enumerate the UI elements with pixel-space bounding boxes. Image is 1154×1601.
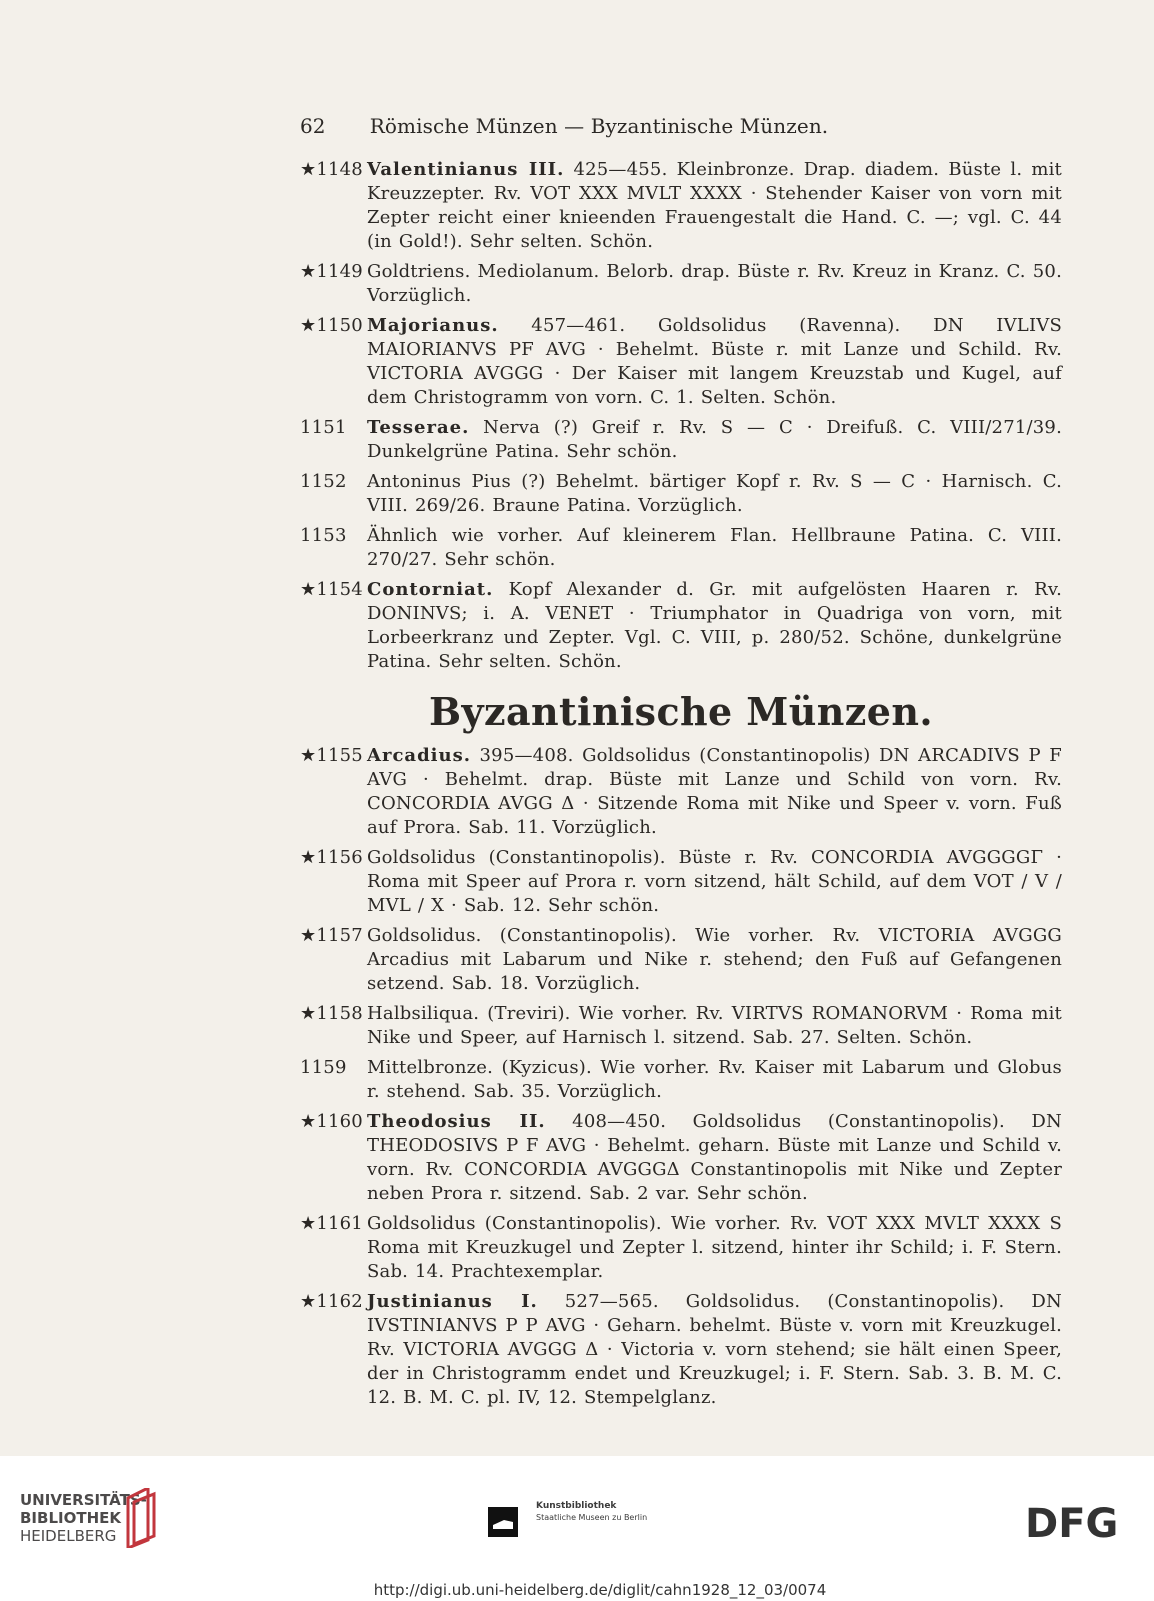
catalog-entry xyxy=(300,314,1062,410)
catalog-entry xyxy=(300,578,1062,674)
running-title: Römische Münzen — Byzantinische Münzen. xyxy=(369,114,829,138)
catalog-entry xyxy=(300,1212,1062,1284)
entry-text xyxy=(367,416,1062,464)
entry-body: Antoninus Pius (?) Behelmt. bärtiger Kopf r. Rv. S — C · Harnisch. C. VIII. 269/26. Braune Patina. Vorzüglich. xyxy=(367,471,1062,516)
footer-left-line: BIBLIOTHEK xyxy=(20,1509,121,1527)
catalog-entry xyxy=(300,416,1062,464)
entry-number: ★1150 xyxy=(300,315,363,336)
entry-body: Nerva (?) Greif r. Rv. S — C · Dreifuß. C. VIII/271/39. Dunkelgrüne Patina. Sehr schön. xyxy=(367,417,1062,462)
entry-text xyxy=(367,158,1062,254)
viewer-footer xyxy=(0,1456,1154,1601)
entry-body: Halbsiliqua. (Treviri). Wie vorher. Rv. VIRTVS ROMANORVM · Roma mit Nike und Speer, auf Harnisch l. sitzend. Sab. 27. Selten. Schön. xyxy=(367,1003,1062,1048)
entry-lead: Tesserae. xyxy=(367,417,470,438)
footer-left-line: UNIVERSITÄTS- xyxy=(20,1491,147,1509)
catalog-entry xyxy=(300,260,1062,308)
kunstbibliothek-line: Kunstbibliothek xyxy=(536,1501,617,1511)
catalog-entry xyxy=(300,470,1062,518)
entry-text xyxy=(367,524,1062,572)
entry-body: Goldsolidus (Constantinopolis). Büste r. Rv. CONCORDIA AVGGGGΓ · Roma mit Speer auf Prora r. vorn sitzend, hält Schild, auf dem VOT / V / MVL / X · Sab. 12. Sehr schön. xyxy=(367,847,1062,916)
entry-text xyxy=(367,924,1062,996)
entry-number: 1151 xyxy=(300,417,347,438)
entry-number: 1153 xyxy=(300,525,347,546)
entry-lead: Arcadius. xyxy=(367,745,471,766)
entry-number: ★1160 xyxy=(300,1111,363,1132)
kunstbibliothek-logo-icon[interactable] xyxy=(488,1507,518,1537)
entry-body: Kopf Alexander d. Gr. mit aufgelösten Haaren r. Rv. DONINVS; i. A. VENET · Triumphator in Quadriga von vorn, mit Lorbeerkranz und Zepter. Vgl. C. VIII, p. 280/52. Schöne, dunkelgrüne Patina. Sehr selten. Schön. xyxy=(367,579,1062,672)
entry-number: 1152 xyxy=(300,471,347,492)
entry-body: Ähnlich wie vorher. Auf kleinerem Flan. Hellbraune Patina. C. VIII. 270/27. Sehr schön. xyxy=(367,525,1062,570)
page-number: 62 xyxy=(300,114,326,138)
entry-body: Goldtriens. Mediolanum. Belorb. drap. Büste r. Rv. Kreuz in Kranz. C. 50. Vorzüglich. xyxy=(367,261,1062,306)
catalog-entry xyxy=(300,1110,1062,1206)
kunstbibliothek-line: Staatliche Museen zu Berlin xyxy=(536,1513,648,1522)
page-url[interactable]: http://digi.ub.uni-heidelberg.de/diglit/cahn1928_12_03/0074 xyxy=(373,1581,827,1599)
footer-left-line: HEIDELBERG xyxy=(20,1527,117,1545)
entry-body: Mittelbronze. (Kyzicus). Wie vorher. Rv. Kaiser mit Labarum und Globus r. stehend. Sab. 35. Vorzüglich. xyxy=(367,1057,1062,1102)
running-head xyxy=(300,111,860,141)
entry-text xyxy=(367,1212,1062,1284)
ub-heidelberg-logo-icon[interactable] xyxy=(120,1488,166,1548)
entry-text xyxy=(367,470,1062,518)
entry-number: ★1155 xyxy=(300,745,363,766)
catalog-entry xyxy=(300,744,1062,840)
entry-body: Goldsolidus (Constantinopolis). Wie vorher. Rv. VOT XXX MVLT XXXX S Roma mit Kreuzkugel und Zepter l. sitzend, hinter ihr Schild; i. F. Stern. Sab. 14. Prachtexemplar. xyxy=(367,1213,1062,1282)
entry-body: 395—408. Goldsolidus (Constantinopolis) DN ARCADIVS P F AVG · Behelmt. drap. Büste mit Lanze und Schild von vorn. Rv. CONCORDIA AVGG Δ · Sitzende Roma mit Nike und Speer v. vorn. Fuß auf Prora. Sab. 11. Vorzüglich. xyxy=(367,745,1062,838)
dfg-logo-icon[interactable] xyxy=(1025,1504,1135,1542)
entry-text xyxy=(367,1002,1062,1050)
entry-lead: Valentinianus III. xyxy=(367,159,565,180)
dfg-logo-text: DFG xyxy=(1025,1504,1119,1542)
catalog-entry xyxy=(300,924,1062,996)
entry-number: ★1162 xyxy=(300,1291,363,1312)
catalog-entry xyxy=(300,1002,1062,1050)
entry-lead: Majorianus. xyxy=(367,315,499,336)
entry-lead: Contorniat. xyxy=(367,579,494,600)
entry-number: 1159 xyxy=(300,1057,347,1078)
entry-text xyxy=(367,744,1062,840)
entry-body: 457—461. Goldsolidus (Ravenna). DN IVLIVS MAIORIANVS PF AVG · Behelmt. Büste r. mit Lanze und Schild. Rv. VICTORIA AVGGG · Der Kaiser mit langem Kreuzstab und Kugel, auf dem Christogramm von vorn. C. 1. Selten. Schön. xyxy=(367,315,1062,408)
entry-body: 408—450. Goldsolidus (Constantinopolis). DN THEODOSIVS P F AVG · Behelmt. geharn. Büste mit Lanze und Schild v. vorn. Rv. CONCORDIA AVGGGΔ Constantinopolis mit Nike und Zepter neben Prora r. sitzend. Sab. 2 var. Sehr schön. xyxy=(367,1111,1062,1204)
entry-lead: Justinianus I. xyxy=(367,1291,538,1312)
entry-text xyxy=(367,314,1062,410)
catalog-entry xyxy=(300,846,1062,918)
entry-lead: Theodosius II. xyxy=(367,1111,546,1132)
section-heading: Byzantinische Münzen. xyxy=(429,689,933,734)
entry-number: ★1148 xyxy=(300,159,363,180)
entry-body: 425—455. Kleinbronze. Drap. diadem. Büste l. mit Kreuzzepter. Rv. VOT XXX MVLT XXXX · Stehender Kaiser von vorn mit Zepter reicht einer knieenden Frauengestalt die Hand. C. —; vgl. C. 44 (in Gold!). Sehr selten. Schön. xyxy=(367,159,1062,252)
entry-body: 527—565. Goldsolidus. (Constantinopolis). DN IVSTINIANVS P P AVG · Geharn. behelmt. Büste v. vorn mit Kreuzkugel. Rv. VICTORIA AVGGG Δ · Victoria v. vorn stehend; sie hält einen Speer, der in Christogramm endet und Kreuzkugel; i. F. Stern. Sab. 3. B. M. C. 12. B. M. C. pl. IV, 12. Stempelglanz. xyxy=(367,1291,1062,1408)
entry-number: ★1149 xyxy=(300,261,363,282)
entry-text xyxy=(367,1110,1062,1206)
entry-number: ★1158 xyxy=(300,1003,363,1024)
entry-text xyxy=(367,1056,1062,1104)
entry-number: ★1154 xyxy=(300,579,363,600)
entry-text xyxy=(367,1290,1062,1410)
entry-body: Goldsolidus. (Constantinopolis). Wie vorher. Rv. VICTORIA AVGGG Arcadius mit Labarum und Nike r. stehend; den Fuß auf Gefangenen setzend. Sab. 18. Vorzüglich. xyxy=(367,925,1062,994)
entry-number: ★1157 xyxy=(300,925,363,946)
catalog-entries xyxy=(300,158,1062,1416)
catalog-entry xyxy=(300,158,1062,254)
entry-number: ★1156 xyxy=(300,847,363,868)
entry-number: ★1161 xyxy=(300,1213,363,1234)
entry-text xyxy=(367,846,1062,918)
catalog-entry xyxy=(300,1290,1062,1410)
kunstbibliothek-text xyxy=(536,1501,647,1523)
catalog-entry xyxy=(300,524,1062,572)
entry-text xyxy=(367,260,1062,308)
catalog-entry xyxy=(300,1056,1062,1104)
entry-text xyxy=(367,578,1062,674)
